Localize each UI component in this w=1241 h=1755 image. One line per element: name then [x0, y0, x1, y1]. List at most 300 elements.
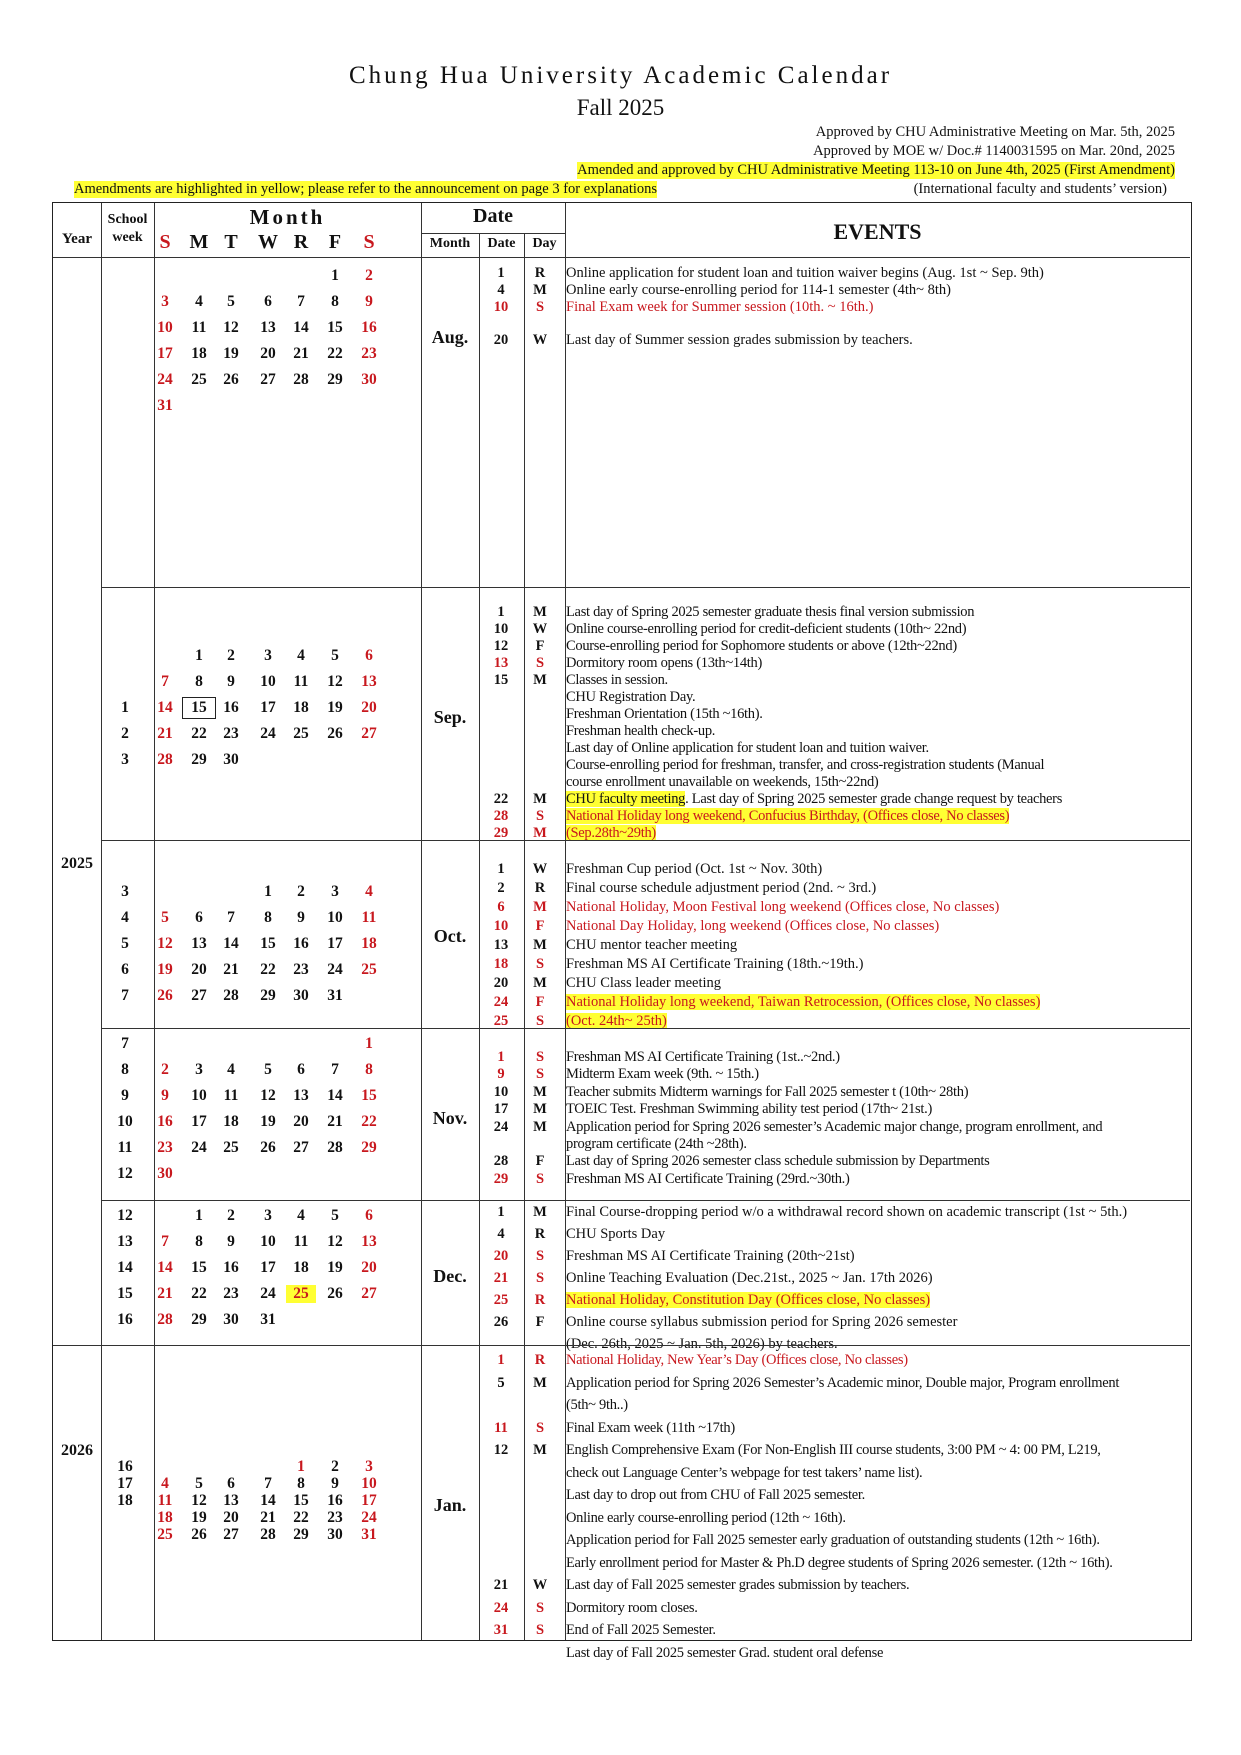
cal-day: 23	[327, 1509, 343, 1526]
event-day: S	[535, 1013, 545, 1029]
event-date: 24	[493, 1599, 509, 1616]
cal-day: 8	[331, 293, 339, 310]
event-text: National Holiday long weekend, Confucius Birthday, (Offices close, No classes)	[566, 808, 1010, 824]
cal-day: 21	[223, 961, 239, 978]
cal-day: 4	[227, 1061, 235, 1078]
cal-day: 11	[293, 673, 309, 690]
event-day: M	[533, 1083, 547, 1100]
event-text: check out Language Center’s webpage for test takers’ name list).	[566, 1464, 923, 1481]
cal-day: 15	[327, 319, 343, 336]
cal-day: 1	[195, 1207, 203, 1224]
event-text: Last day to drop out from CHU of Fall 2025 semester.	[566, 1487, 865, 1503]
event-text: Freshman Orientation (15th ~16th).	[566, 706, 763, 722]
event-date: 10	[493, 918, 509, 934]
cal-day: 1	[297, 1458, 305, 1475]
cal-day: 4	[297, 1207, 305, 1224]
event-date: 13	[493, 655, 509, 671]
calendar-table	[52, 202, 1192, 1661]
cal-day: 25	[157, 1526, 173, 1543]
event-day: S	[535, 1066, 545, 1083]
cal-day: 24	[260, 1285, 276, 1302]
cal-day: 6	[365, 1207, 373, 1224]
school-week: 3	[121, 883, 129, 900]
cal-day: 15	[191, 1259, 207, 1276]
cal-day: 23	[361, 345, 377, 362]
cal-day: 9	[227, 1233, 235, 1250]
cal-day: 6	[264, 293, 272, 310]
cal-day: 12	[327, 1233, 343, 1250]
event-date: 21	[493, 1270, 509, 1286]
cal-day: 7	[161, 673, 169, 690]
event-text: (Oct. 24th~ 25th)	[566, 1013, 667, 1029]
event-text: Classes in session.	[566, 672, 668, 688]
event-day: F	[535, 638, 545, 654]
event-text: (Dec. 26th, 2025 ~ Jan. 5th, 2026) by teachers.	[566, 1336, 838, 1352]
school-week: 16	[117, 1458, 133, 1475]
event-date: 20	[493, 332, 509, 348]
event-text: National Holiday long weekend, Taiwan Retrocession, (Offices close, No classes)	[566, 994, 1041, 1010]
event-date: 10	[493, 299, 509, 315]
school-week: 5	[121, 935, 129, 952]
cal-day: 30	[157, 1165, 173, 1182]
cal-day: 15	[361, 1087, 377, 1104]
event-date: 29	[493, 1170, 509, 1187]
event-date: 31	[493, 1622, 509, 1638]
event-date: 12	[493, 638, 509, 654]
cal-day: 4	[161, 1475, 169, 1492]
cal-day: 19	[157, 961, 173, 978]
cal-day: 26	[327, 725, 343, 742]
event-day: M	[533, 937, 547, 953]
cal-day: 10	[191, 1087, 207, 1104]
cal-day: 5	[331, 647, 339, 664]
cal-day: 27	[361, 1285, 377, 1302]
event-text: Online course syllabus submission period for Spring 2026 semester	[566, 1314, 958, 1330]
page-title: Chung Hua University Academic Calendar	[348, 62, 893, 89]
event-date: 28	[493, 1153, 509, 1170]
cal-day: 9	[161, 1087, 169, 1104]
amendment-note: Amendments are highlighted in yellow; please refer to the announcement on page 3 for explanations	[74, 181, 658, 197]
cal-day: 3	[365, 1458, 373, 1475]
cal-day: 20	[191, 961, 207, 978]
event-text: National Holiday, New Year’s Day (Offices close, No classes)	[566, 1352, 908, 1368]
event-text: End of Fall 2025 Semester.	[566, 1622, 716, 1638]
event-date: 6	[497, 899, 505, 915]
cal-day: 12	[260, 1087, 276, 1104]
cal-day: 18	[293, 1259, 309, 1276]
cal-day: 18	[157, 1509, 173, 1526]
cal-day: 2	[297, 883, 305, 900]
cal-day: 30	[223, 1311, 239, 1328]
cal-day: 20	[293, 1113, 309, 1130]
event-day: S	[535, 1622, 545, 1638]
cal-day: 30	[223, 751, 239, 768]
event-day: R	[534, 880, 546, 896]
cal-day: 1	[195, 647, 203, 664]
event-text: (Sep.28th~29th)	[566, 825, 656, 841]
cal-day: 29	[293, 1526, 309, 1543]
cal-day: 4	[365, 883, 373, 900]
cal-day: 14	[157, 1259, 173, 1276]
cal-day: 28	[157, 1311, 173, 1328]
school-week: 10	[117, 1113, 133, 1130]
event-text: Application period for Spring 2026 semester’s Academic major change, program enrollment, and	[566, 1118, 1103, 1135]
event-text: Dormitory room opens (13th~14th)	[566, 655, 762, 671]
cal-day: 22	[191, 725, 207, 742]
event-day: S	[535, 1049, 545, 1065]
event-date: 26	[493, 1314, 509, 1330]
cal-day: 19	[327, 699, 343, 716]
cal-day: 26	[191, 1526, 207, 1543]
cal-day: 3	[195, 1061, 203, 1078]
weekday-4: R	[293, 231, 309, 253]
month-label-5: Jan.	[433, 1495, 467, 1515]
event-date: 4	[497, 1226, 505, 1242]
cal-day: 25	[223, 1139, 239, 1156]
weekday-1: M	[189, 231, 209, 253]
event-day: F	[535, 918, 545, 934]
cal-day: 16	[157, 1113, 173, 1130]
event-date: 21	[493, 1577, 509, 1593]
date-date-header: Date	[487, 236, 516, 251]
month-label-0: Aug.	[431, 327, 469, 347]
cal-day: 14	[260, 1492, 276, 1509]
date-header: Date	[473, 205, 513, 227]
cal-day: 12	[223, 319, 239, 336]
cal-day: 10	[157, 319, 173, 336]
cal-day: 6	[365, 647, 373, 664]
event-day: F	[535, 1153, 545, 1170]
cal-day: 7	[331, 1061, 339, 1078]
cal-day: 2	[161, 1061, 169, 1078]
cal-day: 23	[293, 961, 309, 978]
event-text: Final Exam week (11th ~17th)	[566, 1419, 735, 1436]
event-date: 1	[497, 604, 505, 620]
cal-day: 7	[161, 1233, 169, 1250]
weekday-6: S	[363, 231, 375, 253]
cal-day: 24	[191, 1139, 207, 1156]
cal-day: 25	[286, 1285, 316, 1303]
cal-day: 28	[327, 1139, 343, 1156]
cal-day: 2	[365, 267, 373, 284]
event-day: R	[534, 265, 546, 281]
cal-day: 28	[223, 987, 239, 1004]
page-subtitle: Fall 2025	[576, 95, 665, 120]
cal-day: 27	[361, 725, 377, 742]
event-day: M	[533, 1204, 547, 1220]
cal-day: 15	[260, 935, 276, 952]
event-day: S	[535, 1270, 545, 1286]
event-date: 5	[497, 1374, 505, 1391]
cal-day: 16	[223, 699, 239, 716]
cal-day: 9	[297, 909, 305, 926]
event-text: Freshman MS AI Certificate Training (1st..~2nd.)	[566, 1049, 840, 1065]
cal-day: 5	[227, 293, 235, 310]
cal-day: 13	[361, 1233, 377, 1250]
event-text: Last day of Spring 2025 semester graduate thesis final version submission	[566, 604, 975, 620]
cal-day: 26	[260, 1139, 276, 1156]
event-text: Online early course-enrolling period (12th ~ 16th).	[566, 1509, 846, 1526]
cal-day: 14	[293, 319, 309, 336]
event-day: R	[534, 1226, 546, 1242]
event-text: Freshman Cup period (Oct. 1st ~ Nov. 30th)	[566, 861, 823, 877]
cal-day: 10	[260, 1233, 276, 1250]
event-date: 22	[493, 791, 509, 807]
cal-day: 9	[227, 673, 235, 690]
event-text: Application period for Spring 2026 Semester’s Academic minor, Double major, Program enrollment	[566, 1374, 1120, 1391]
cal-day: 6	[297, 1061, 305, 1078]
event-text: National Holiday, Constitution Day (Offices close, No classes)	[566, 1292, 931, 1308]
cal-day: 29	[260, 987, 276, 1004]
cal-day: 2	[227, 1207, 235, 1224]
event-date: 10	[493, 621, 509, 637]
cal-day: 6	[227, 1475, 235, 1492]
cal-day: 14	[327, 1087, 343, 1104]
event-date: 13	[493, 937, 509, 953]
cal-day: 17	[260, 1259, 276, 1276]
event-date: 11	[494, 1419, 508, 1436]
event-day: M	[533, 1442, 547, 1458]
cal-day: 4	[297, 647, 305, 664]
event-text: (5th~ 9th..)	[566, 1397, 628, 1413]
weekday-0: S	[159, 231, 171, 253]
cal-day: 22	[260, 961, 276, 978]
cal-day: 16	[327, 1492, 343, 1509]
cal-day: 8	[195, 673, 203, 690]
cal-day: 13	[191, 935, 207, 952]
event-date: 28	[493, 808, 509, 824]
cal-day: 3	[331, 883, 339, 900]
event-date: 24	[493, 994, 509, 1010]
event-text: program certificate (24th ~28th).	[566, 1136, 747, 1152]
cal-day: 26	[157, 987, 173, 1004]
event-day: M	[533, 791, 547, 807]
event-text: National Day Holiday, long weekend (Offices close, No classes)	[566, 918, 940, 934]
cal-day: 24	[260, 725, 276, 742]
cal-day: 13	[260, 319, 276, 336]
cal-day: 24	[361, 1509, 377, 1526]
event-day: M	[533, 1374, 547, 1391]
event-day: F	[535, 994, 545, 1010]
cal-day: 31	[327, 987, 343, 1004]
cal-day: 21	[293, 345, 309, 362]
cal-day: 23	[223, 725, 239, 742]
cal-day: 19	[260, 1113, 276, 1130]
school-week: 13	[117, 1233, 133, 1250]
cal-day: 3	[264, 647, 272, 664]
school-week: 4	[121, 909, 129, 926]
event-text: Online early course-enrolling period for 114-1 semester (4th~ 8th)	[566, 282, 951, 298]
cal-day: 30	[361, 371, 377, 388]
cal-day: 29	[361, 1139, 377, 1156]
cal-day: 29	[327, 371, 343, 388]
cal-day: 12	[191, 1492, 207, 1509]
cal-day: 20	[361, 1259, 377, 1276]
cal-day: 5	[195, 1475, 203, 1492]
cal-day: 25	[293, 725, 309, 742]
cal-day: 19	[191, 1509, 207, 1526]
event-day: S	[535, 956, 545, 972]
cal-day: 17	[327, 935, 343, 952]
event-day: S	[535, 1248, 545, 1264]
event-date: 20	[493, 1248, 509, 1264]
event-date: 12	[493, 1442, 509, 1458]
event-text: Teacher submits Midterm warnings for Fall 2025 semester t (10th~ 28th)	[566, 1083, 969, 1100]
event-day: M	[533, 1118, 547, 1135]
cal-day: 30	[327, 1526, 343, 1543]
cal-day: 21	[157, 1285, 173, 1302]
month-label-4: Dec.	[433, 1266, 467, 1286]
event-day: W	[532, 332, 548, 348]
event-text: Freshman MS AI Certificate Training (20th~21st)	[566, 1248, 855, 1264]
school-week: 2	[121, 725, 129, 742]
event-day: W	[532, 861, 548, 877]
cal-day: 18	[293, 699, 309, 716]
cal-day: 2	[227, 647, 235, 664]
event-day: M	[533, 1101, 547, 1118]
cal-day: 24	[157, 371, 173, 388]
events-header: EVENTS	[833, 219, 922, 244]
school-week: 1	[121, 699, 129, 716]
cal-day: 18	[223, 1113, 239, 1130]
event-date: 15	[493, 672, 509, 688]
cal-day: 20	[361, 699, 377, 716]
cal-day: 5	[264, 1061, 272, 1078]
event-day: S	[535, 1419, 545, 1436]
cal-day: 7	[297, 293, 305, 310]
cal-day: 16	[223, 1259, 239, 1276]
event-date: 29	[493, 825, 509, 841]
cal-day: 7	[227, 909, 235, 926]
cal-day: 21	[260, 1509, 276, 1526]
cal-day: 11	[191, 319, 207, 336]
cal-day: 17	[157, 345, 173, 362]
event-day: M	[533, 975, 547, 991]
cal-day: 27	[223, 1526, 239, 1543]
date-day-header: Day	[532, 236, 557, 251]
cal-day: 16	[361, 319, 377, 336]
event-text: Freshman health check-up.	[566, 723, 716, 739]
cal-day: 27	[260, 371, 276, 388]
event-text: Final Exam week for Summer session (10th. ~ 16th.)	[566, 299, 874, 315]
cal-day: 16	[293, 935, 309, 952]
cal-day: 25	[361, 961, 377, 978]
cal-day: 10	[361, 1475, 377, 1492]
event-date: 1	[497, 861, 505, 877]
school-week: 11	[117, 1139, 133, 1156]
event-date: 1	[497, 1049, 505, 1065]
event-date: 1	[497, 265, 505, 281]
event-text: Course-enrolling period for Sophomore students or above (12th~22nd)	[566, 638, 957, 654]
year-2025: 2025	[61, 855, 93, 872]
event-day: W	[532, 1577, 548, 1593]
cal-day: 14	[223, 935, 239, 952]
cal-day: 31	[260, 1311, 276, 1328]
event-date: 18	[493, 956, 509, 972]
event-text: Freshman MS AI Certificate Training (18th.~19th.)	[566, 956, 864, 972]
cal-day: 26	[327, 1285, 343, 1302]
cal-day: 9	[365, 293, 373, 310]
cal-day: 21	[157, 725, 173, 742]
cal-day: 1	[264, 883, 272, 900]
cal-day: 5	[161, 909, 169, 926]
school-week: 8	[121, 1061, 129, 1078]
cal-day: 6	[195, 909, 203, 926]
cal-day: 31	[157, 397, 173, 414]
school-week: 17	[117, 1475, 133, 1492]
month-label-3: Nov.	[432, 1108, 468, 1128]
event-day: M	[533, 825, 547, 841]
school-week: 7	[121, 1035, 129, 1052]
cal-day: 17	[361, 1492, 377, 1509]
event-date: 4	[497, 282, 505, 298]
cal-day: 13	[223, 1492, 239, 1509]
cal-day: 5	[331, 1207, 339, 1224]
event-text: Online application for student loan and tuition waiver begins (Aug. 1st ~ Sep. 9th)	[566, 265, 1044, 281]
year-2026: 2026	[61, 1442, 93, 1459]
cal-day: 22	[327, 345, 343, 362]
school-week: 12	[117, 1207, 133, 1224]
event-day: R	[534, 1352, 546, 1368]
event-date: 1	[497, 1352, 505, 1368]
cal-day: 18	[191, 345, 207, 362]
year-header: Year	[62, 231, 92, 247]
event-text: Early enrollment period for Master & Ph.D degree students of Spring 2026 semester. (12th ~ 16th).	[566, 1554, 1113, 1571]
event-text: CHU Sports Day	[566, 1226, 666, 1242]
event-day: R	[534, 1292, 546, 1308]
event-text: CHU Class leader meeting	[566, 975, 722, 991]
event-text: Application period for Fall 2025 semester early graduation of outstanding students (12th ~ 16th).	[566, 1532, 1100, 1548]
event-day: S	[535, 1170, 545, 1187]
event-text: Last day of Fall 2025 semester Grad. student oral defense	[566, 1644, 884, 1661]
event-text: CHU Registration Day.	[566, 689, 696, 705]
cal-day: 10	[327, 909, 343, 926]
event-text: Midterm Exam week (9th. ~ 15th.)	[566, 1066, 759, 1083]
event-day: M	[533, 604, 547, 620]
amendment-line: Amended and approved by CHU Administrative Meeting 113-10 on June 4th, 2025 (First Amendment)	[577, 162, 1175, 178]
cal-day: 11	[293, 1233, 309, 1250]
event-date: 25	[493, 1013, 509, 1029]
cal-day: 20	[223, 1509, 239, 1526]
cal-day: 26	[223, 371, 239, 388]
cal-day: 8	[264, 909, 272, 926]
cal-day: 1	[331, 267, 339, 284]
school-week: 3	[121, 751, 129, 768]
cal-day: 30	[293, 987, 309, 1004]
event-text: Online Teaching Evaluation (Dec.21st., 2025 ~ Jan. 17th 2026)	[566, 1270, 933, 1286]
weekday-2: T	[224, 231, 238, 253]
cal-day: 8	[297, 1475, 305, 1492]
cal-day: 15	[184, 699, 214, 717]
school-week: 14	[117, 1259, 133, 1276]
cal-day: 25	[191, 371, 207, 388]
version-note: (International faculty and students’ version)	[913, 181, 1167, 197]
date-month-header: Month	[429, 236, 471, 251]
school-week: 18	[117, 1492, 133, 1509]
event-text: Last day of Summer session grades submission by teachers.	[566, 332, 913, 348]
month-header: Month	[249, 205, 326, 229]
event-text: Freshman MS AI Certificate Training (29rd.~30th.)	[566, 1170, 850, 1187]
event-text: Last day of Fall 2025 semester grades submission by teachers.	[566, 1577, 910, 1593]
month-label-1: Sep.	[433, 707, 467, 727]
weekday-3: W	[258, 231, 278, 253]
cal-day: 12	[327, 673, 343, 690]
cal-day: 17	[260, 699, 276, 716]
cal-day: 9	[331, 1475, 339, 1492]
cal-day: 3	[161, 293, 169, 310]
school-week: 15	[117, 1285, 133, 1302]
cal-day: 27	[293, 1139, 309, 1156]
